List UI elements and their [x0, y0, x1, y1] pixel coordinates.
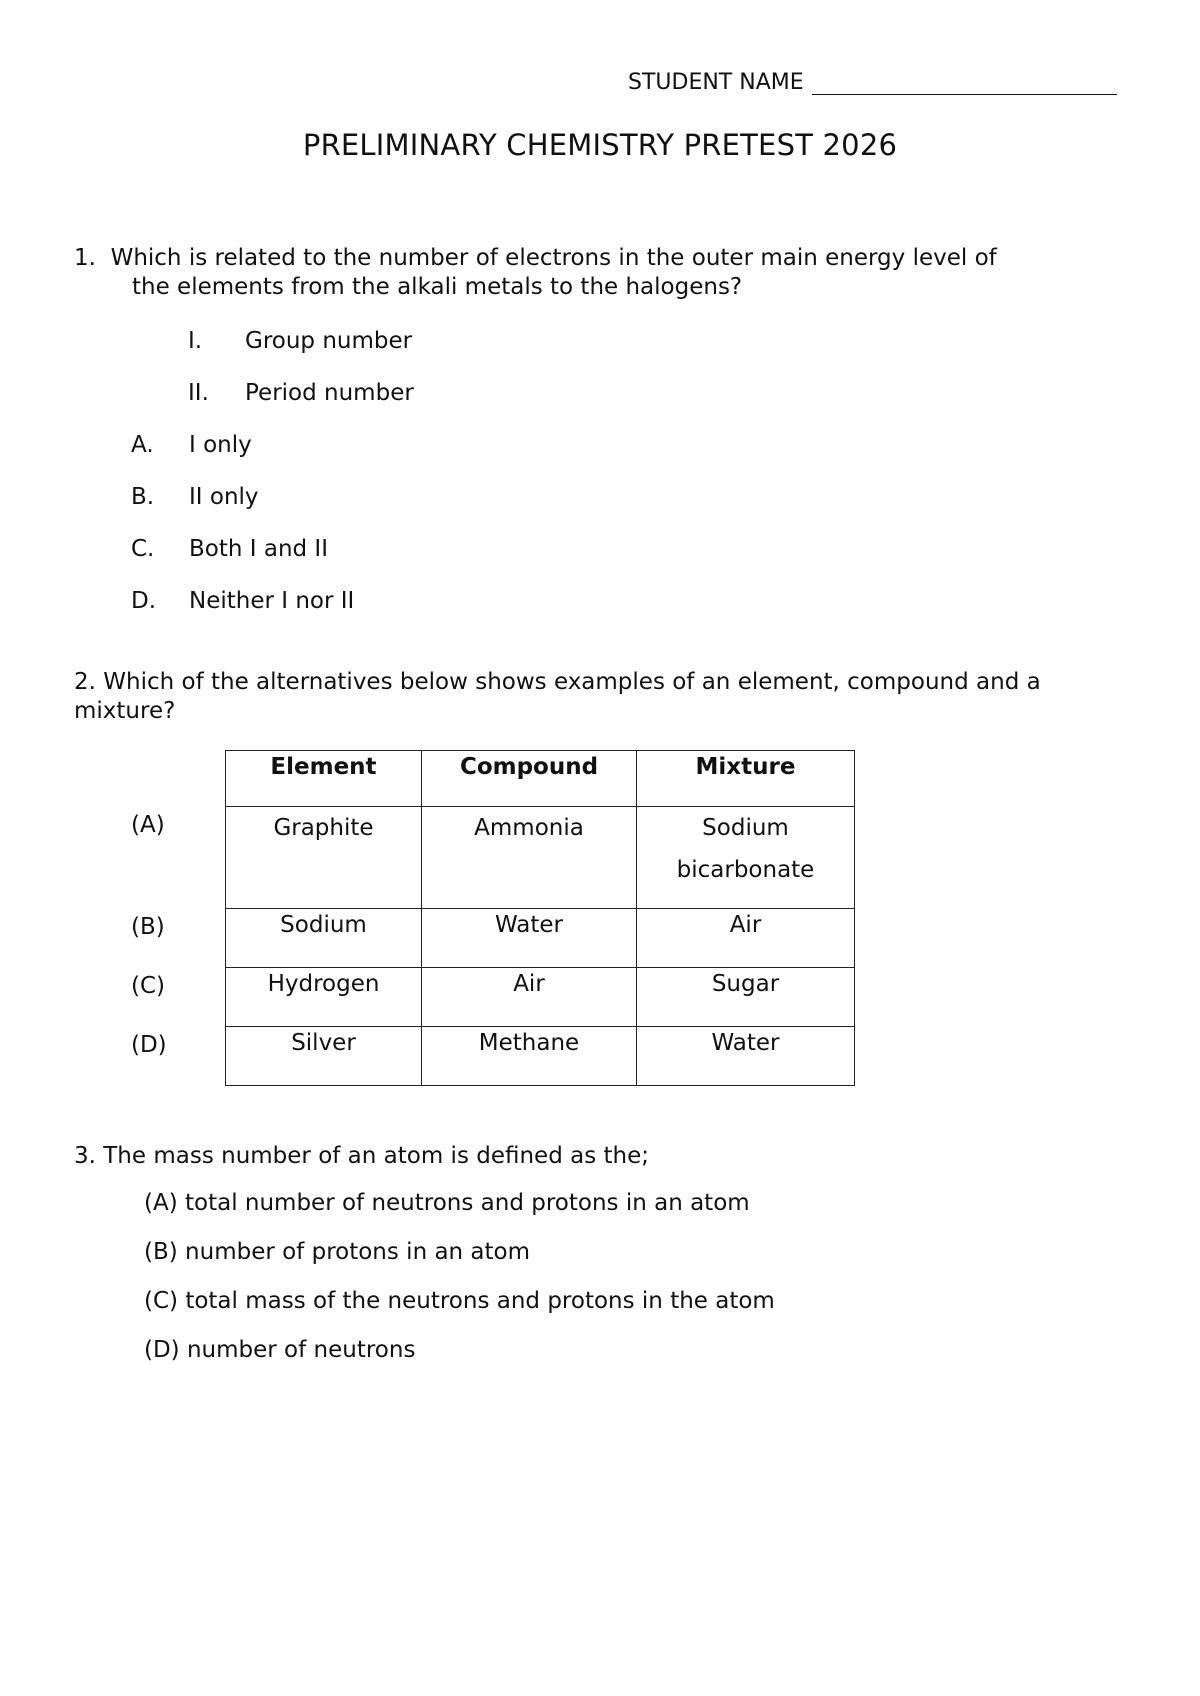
header-compound: Compound — [422, 751, 637, 807]
statement-II — [188, 380, 414, 406]
statement-I — [188, 328, 412, 354]
question-1 — [74, 244, 1094, 302]
table-cell: Air — [637, 909, 855, 968]
table-cell: Water — [637, 1027, 855, 1086]
question-2-text: 2. Which of the alternatives below shows examples of an element, compound and a mixture? — [74, 669, 1041, 724]
statement-text: Group number — [245, 328, 413, 354]
option-letter: B. — [131, 484, 155, 510]
table-header-row — [226, 751, 855, 807]
statement-numeral: II. — [188, 380, 209, 406]
question-1-text-line1: Which is related to the number of electrons in the outer main energy level of — [110, 245, 997, 271]
table-cell: Sodium bicarbonate — [637, 807, 855, 909]
q3-option-a[interactable]: (A) total number of neutrons and protons in an atom — [144, 1190, 750, 1216]
row-label-a[interactable]: (A) — [131, 812, 165, 838]
table-row — [226, 968, 855, 1027]
table-cell: Hydrogen — [226, 968, 422, 1027]
row-label-c[interactable]: (C) — [131, 973, 166, 999]
table-row — [226, 1027, 855, 1086]
option-text: II only — [189, 484, 259, 510]
question-3-text: 3. The mass number of an atom is defined as the; — [74, 1143, 649, 1169]
student-name-blank[interactable] — [812, 70, 1117, 95]
row-label-d[interactable]: (D) — [131, 1032, 167, 1058]
statement-text: Period number — [245, 380, 414, 406]
row-label-b[interactable]: (B) — [131, 914, 165, 940]
options-table — [225, 750, 855, 1086]
q3-option-b[interactable]: (B) number of protons in an atom — [144, 1239, 531, 1265]
q1-option-c[interactable] — [131, 536, 328, 562]
option-letter: D. — [131, 588, 157, 614]
option-letter: A. — [131, 432, 154, 458]
header-mixture: Mixture — [637, 751, 855, 807]
table-cell: Sodium — [226, 909, 422, 968]
header-element: Element — [226, 751, 422, 807]
student-name-field[interactable] — [628, 70, 1117, 95]
option-text: Neither I nor II — [189, 588, 355, 614]
question-1-line1 — [74, 244, 1094, 273]
question-1-number: 1. — [74, 245, 96, 271]
table-cell: Silver — [226, 1027, 422, 1086]
option-text: I only — [189, 432, 252, 458]
table-cell: Methane — [422, 1027, 637, 1086]
option-letter: C. — [131, 536, 155, 562]
q3-option-d[interactable]: (D) number of neutrons — [144, 1337, 416, 1363]
table-row — [226, 909, 855, 968]
table-cell: Ammonia — [422, 807, 637, 909]
table-cell: Water — [422, 909, 637, 968]
question-1-line2: the elements from the alkali metals to the halogens? — [132, 274, 743, 300]
table-cell: Air — [422, 968, 637, 1027]
q1-option-b[interactable] — [131, 484, 259, 510]
option-text: Both I and II — [189, 536, 328, 562]
page-title: PRELIMINARY CHEMISTRY PRETEST 2026 — [302, 128, 898, 162]
table-cell: Sugar — [637, 968, 855, 1027]
q1-option-a[interactable] — [131, 432, 252, 458]
student-name-label: STUDENT NAME — [628, 70, 804, 95]
statement-numeral: I. — [188, 328, 203, 354]
q3-option-c[interactable]: (C) total mass of the neutrons and protons in the atom — [144, 1288, 775, 1314]
table-cell: Graphite — [226, 807, 422, 909]
q1-option-d[interactable] — [131, 588, 354, 614]
table-row — [226, 807, 855, 909]
